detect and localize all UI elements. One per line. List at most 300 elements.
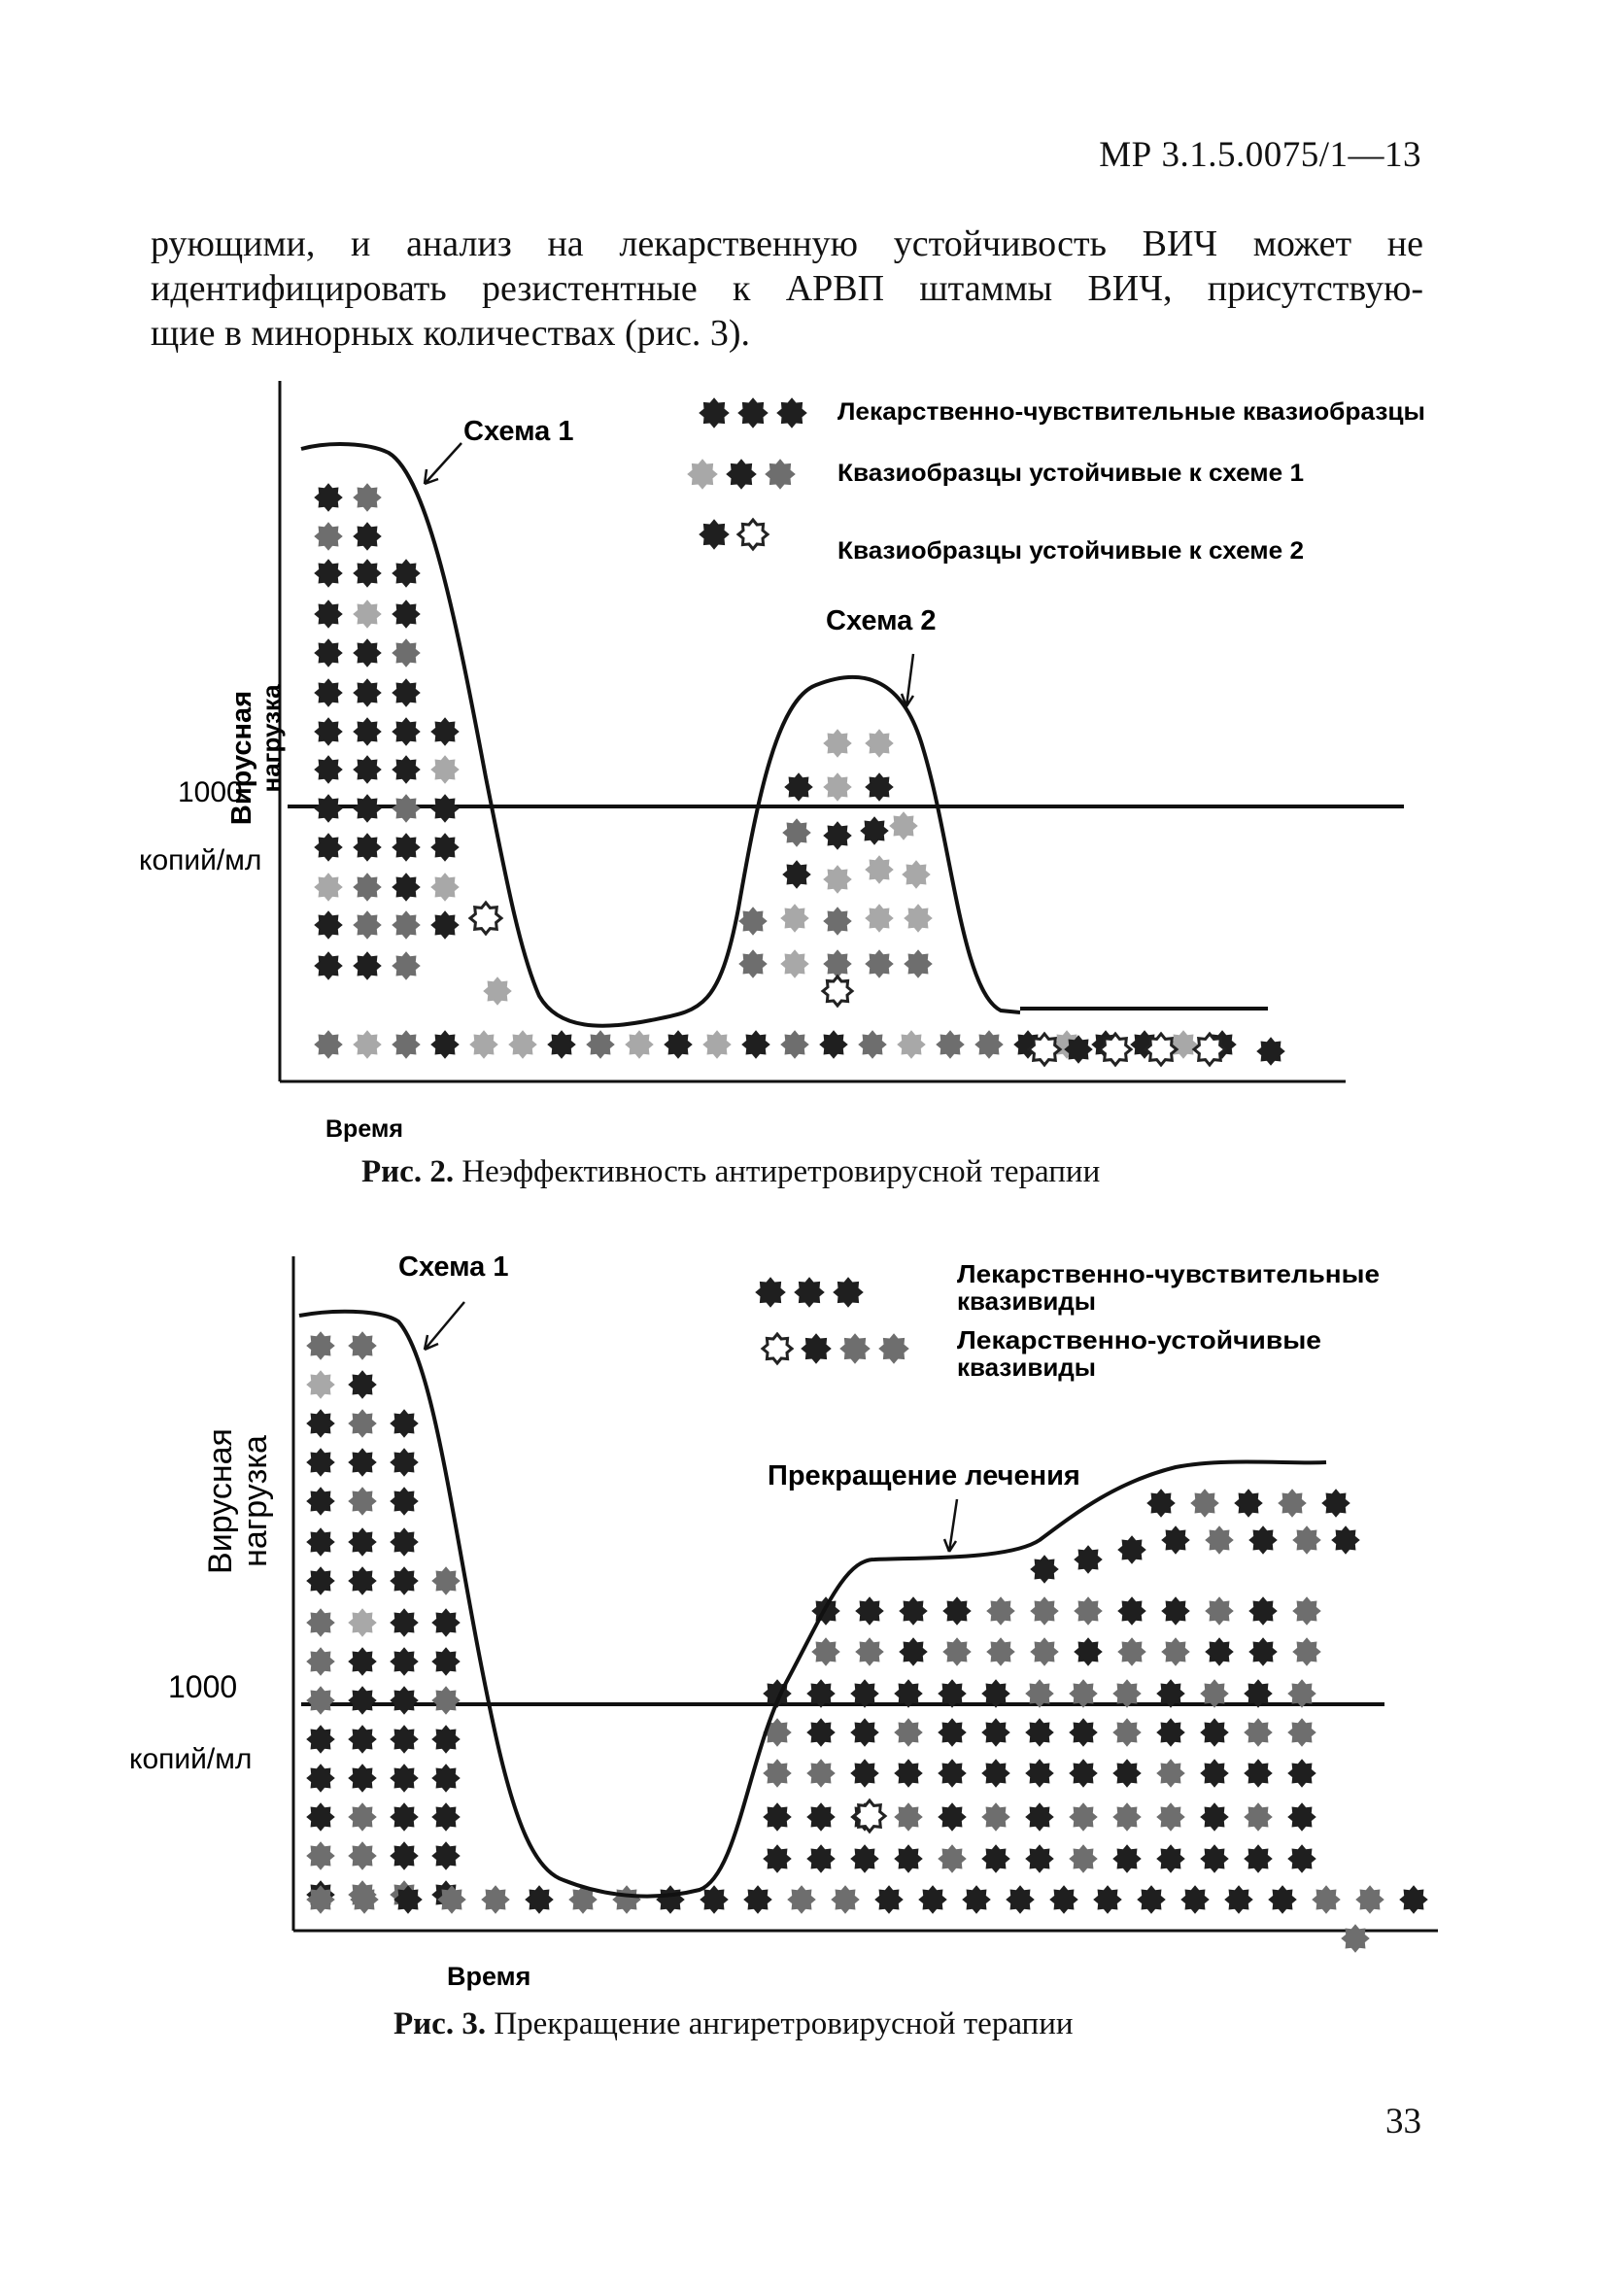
resistant-mid-quasispecies-icon <box>987 1638 1014 1665</box>
sensitive-quasispecies-icon <box>354 834 381 861</box>
threshold-value: 1000 <box>168 1669 238 1704</box>
sensitive-quasispecies-icon <box>1288 1845 1316 1872</box>
resistant-light-quasispecies-icon <box>781 905 808 932</box>
resistant-mid-quasispecies-icon <box>1031 1638 1058 1665</box>
sensitive-quasispecies-icon <box>807 1845 835 1872</box>
sensitive-quasispecies-icon <box>895 1680 922 1707</box>
sensitive-quasispecies-icon <box>349 1449 376 1476</box>
resistant-open-quasispecies-icon <box>1194 1034 1225 1065</box>
sensitive-quasispecies-icon <box>315 756 342 783</box>
resistant-mid-quasispecies-icon <box>1201 1680 1228 1707</box>
resistant-light-quasispecies-icon <box>905 905 932 932</box>
sensitive-quasispecies-icon <box>851 1719 878 1746</box>
resistant-mid-quasispecies-icon <box>349 1842 376 1869</box>
sensitive-quasispecies-icon <box>432 1765 460 1792</box>
sensitive-quasispecies-icon <box>1026 1719 1053 1746</box>
sensitive-quasispecies-icon <box>1157 1845 1184 1872</box>
sensitive-quasispecies-icon <box>354 639 381 667</box>
legend-label-resistant-2: Квазиобразцы устойчивые к схеме 2 <box>837 537 1304 565</box>
resistant-light-quasispecies-icon <box>890 812 917 840</box>
resistant-mid-quasispecies-icon <box>307 1609 334 1636</box>
sensitive-quasispecies-icon <box>315 911 342 939</box>
sensitive-quasispecies-icon <box>1065 1036 1092 1063</box>
sensitive-quasispecies-icon <box>1157 1719 1184 1746</box>
sensitive-quasispecies-icon <box>727 460 756 489</box>
resistant-mid-quasispecies-icon <box>587 1031 614 1058</box>
resistant-mid-quasispecies-icon <box>1118 1638 1145 1665</box>
resistant-mid-quasispecies-icon <box>788 1886 815 1913</box>
legend-label-resistant-line1: Лекарственно-устойчивые <box>957 1325 1321 1354</box>
sensitive-quasispecies-icon <box>391 1803 418 1831</box>
sensitive-quasispecies-icon <box>432 1648 460 1675</box>
scheme-1-label: Схема 1 <box>398 1251 509 1283</box>
sensitive-quasispecies-icon <box>1245 1680 1272 1707</box>
resistant-mid-quasispecies-icon <box>393 952 420 979</box>
resistant-mid-quasispecies-icon <box>1245 1803 1272 1831</box>
resistant-mid-quasispecies-icon <box>987 1597 1014 1625</box>
resistant-light-quasispecies-icon <box>824 730 851 757</box>
resistant-mid-quasispecies-icon <box>1288 1719 1316 1746</box>
resistant-mid-quasispecies-icon <box>393 911 420 939</box>
sensitive-quasispecies-icon <box>1070 1760 1097 1787</box>
sensitive-quasispecies-icon <box>432 1609 460 1636</box>
resistant-mid-quasispecies-icon <box>393 1031 420 1058</box>
sensitive-quasispecies-icon <box>1235 1490 1262 1517</box>
sensitive-quasispecies-icon <box>354 756 381 783</box>
sensitive-quasispecies-icon <box>393 718 420 745</box>
resistant-light-quasispecies-icon <box>354 1031 381 1058</box>
caption-text: Прекращение ангиретровирусной терапии <box>486 2006 1074 2041</box>
sensitive-quasispecies-icon <box>315 484 342 511</box>
sensitive-quasispecies-icon <box>354 560 381 587</box>
sensitive-quasispecies-icon <box>1201 1845 1228 1872</box>
legend-row-resistant <box>763 1334 908 1363</box>
resistant-open-quasispecies-icon <box>854 1800 885 1832</box>
resistant-mid-quasispecies-icon <box>783 819 810 846</box>
sensitive-quasispecies-icon <box>939 1719 966 1746</box>
sensitive-quasispecies-icon <box>349 1567 376 1594</box>
sensitive-quasispecies-icon <box>895 1845 922 1872</box>
sensitive-quasispecies-icon <box>432 1803 460 1831</box>
sensitive-quasispecies-icon <box>856 1597 883 1625</box>
sensitive-quasispecies-icon <box>851 1845 878 1872</box>
sensitive-quasispecies-icon <box>1249 1638 1277 1665</box>
resistant-light-quasispecies-icon <box>349 1609 376 1636</box>
resistant-mid-quasispecies-icon <box>1342 1925 1369 1952</box>
resistant-mid-quasispecies-icon <box>351 1886 378 1913</box>
resistant-mid-quasispecies-icon <box>438 1886 465 1913</box>
y-axis-label-line2: нагрузка <box>237 1435 274 1567</box>
sensitive-quasispecies-icon <box>1118 1597 1145 1625</box>
sensitive-quasispecies-icon <box>354 523 381 550</box>
figure-2 <box>0 369 1606 1166</box>
resistant-mid-quasispecies-icon <box>393 639 420 667</box>
sensitive-quasispecies-icon <box>526 1886 553 1913</box>
paragraph-line: идентифицировать резистентные к АРВП штаммы ВИЧ, присутствую- <box>151 268 1423 309</box>
sensitive-quasispecies-icon <box>982 1760 1009 1787</box>
sensitive-quasispecies-icon <box>939 1760 966 1787</box>
sensitive-quasispecies-icon <box>1245 1845 1272 1872</box>
sensitive-quasispecies-icon <box>861 817 888 844</box>
resistant-mid-quasispecies-icon <box>824 908 851 935</box>
sensitive-quasispecies-icon <box>665 1031 692 1058</box>
scheme-1-arrow <box>425 443 461 484</box>
resistant-light-quasispecies-icon <box>509 1031 536 1058</box>
sensitive-quasispecies-icon <box>1288 1760 1316 1787</box>
page-number: 33 <box>1385 2102 1421 2142</box>
sensitive-quasispecies-icon <box>1075 1546 1102 1573</box>
resistant-mid-quasispecies-icon <box>1206 1597 1233 1625</box>
treatment-stop-arrow <box>944 1499 957 1552</box>
resistant-mid-quasispecies-icon <box>905 950 932 977</box>
sensitive-quasispecies-icon <box>315 560 342 587</box>
sensitive-quasispecies-icon <box>307 1567 334 1594</box>
paragraph-line: щие в минорных количествах (рис. 3). <box>151 313 751 354</box>
sensitive-quasispecies-icon <box>391 1449 418 1476</box>
resistant-mid-quasispecies-icon <box>1191 1490 1218 1517</box>
resistant-mid-quasispecies-icon <box>1157 1760 1184 1787</box>
sensitive-quasispecies-icon <box>756 1278 785 1307</box>
sensitive-quasispecies-icon <box>919 1886 946 1913</box>
resistant-light-quasispecies-icon <box>470 1031 497 1058</box>
resistant-mid-quasispecies-icon <box>824 950 851 977</box>
sensitive-quasispecies-icon <box>807 1803 835 1831</box>
sensitive-quasispecies-icon <box>315 639 342 667</box>
resistant-mid-quasispecies-icon <box>807 1760 835 1787</box>
resistant-mid-quasispecies-icon <box>895 1803 922 1831</box>
resistant-mid-quasispecies-icon <box>975 1031 1003 1058</box>
sensitive-quasispecies-icon <box>393 679 420 706</box>
resistant-light-quasispecies-icon <box>866 856 893 883</box>
resistant-mid-quasispecies-icon <box>832 1886 859 1913</box>
resistant-mid-quasispecies-icon <box>1113 1719 1141 1746</box>
sensitive-quasispecies-icon <box>1026 1760 1053 1787</box>
legend-row-sensitive <box>756 1278 863 1307</box>
sensitive-quasispecies-icon <box>315 952 342 979</box>
resistant-light-quasispecies-icon <box>824 773 851 801</box>
resistant-mid-quasispecies-icon <box>982 1803 1009 1831</box>
sensitive-quasispecies-icon <box>1075 1638 1102 1665</box>
sensitive-quasispecies-icon <box>939 1803 966 1831</box>
resistant-mid-quasispecies-icon <box>781 1031 808 1058</box>
resistant-open-quasispecies-icon <box>1029 1034 1060 1065</box>
sensitive-quasispecies-icon <box>1113 1760 1141 1787</box>
y-axis-label-line1: Вирусная <box>202 1428 239 1574</box>
sensitive-quasispecies-icon <box>1162 1526 1189 1554</box>
sensitive-quasispecies-icon <box>700 398 729 428</box>
sensitive-quasispecies-icon <box>1332 1526 1359 1554</box>
sensitive-quasispecies-icon <box>307 1528 334 1556</box>
sensitive-quasispecies-icon <box>783 861 810 888</box>
caption-text: Неэффективность антиретровирусной терапии <box>454 1154 1101 1189</box>
legend-label-sensitive-line2: квазивиды <box>957 1286 1097 1316</box>
figure-3 <box>0 1249 1606 2006</box>
legend-label-resistant-1: Квазиобразцы устойчивые к схеме 1 <box>837 460 1305 487</box>
sensitive-quasispecies-icon <box>1181 1886 1209 1913</box>
resistant-mid-quasispecies-icon <box>764 1760 791 1787</box>
resistant-light-quasispecies-icon <box>781 950 808 977</box>
resistant-mid-quasispecies-icon <box>1113 1680 1141 1707</box>
resistant-mid-quasispecies-icon <box>1031 1597 1058 1625</box>
legend-row-resistant-2 <box>700 520 768 549</box>
sensitive-quasispecies-icon <box>742 1031 769 1058</box>
scheme-1-arrow <box>425 1302 464 1350</box>
threshold-unit: копий/мл <box>129 1743 253 1775</box>
sensitive-quasispecies-icon <box>391 1609 418 1636</box>
sensitive-quasispecies-icon <box>354 952 381 979</box>
sensitive-quasispecies-icon <box>982 1845 1009 1872</box>
resistant-mid-quasispecies-icon <box>1026 1680 1053 1707</box>
sensitive-quasispecies-icon <box>391 1648 418 1675</box>
resistant-mid-quasispecies-icon <box>939 1845 966 1872</box>
sensitive-quasispecies-icon <box>315 600 342 628</box>
sensitive-quasispecies-icon <box>1322 1490 1350 1517</box>
resistant-mid-quasispecies-icon <box>856 1638 883 1665</box>
resistant-mid-quasispecies-icon <box>1313 1886 1340 1913</box>
resistant-mid-quasispecies-icon <box>1293 1638 1320 1665</box>
sensitive-quasispecies-icon <box>431 834 459 861</box>
sensitive-quasispecies-icon <box>1026 1803 1053 1831</box>
resistant-light-quasispecies-icon <box>307 1371 334 1398</box>
resistant-mid-quasispecies-icon <box>354 484 381 511</box>
resistant-mid-quasispecies-icon <box>1288 1680 1316 1707</box>
sensitive-quasispecies-icon <box>548 1031 575 1058</box>
sensitive-quasispecies-icon <box>349 1726 376 1753</box>
figure-2-diagram <box>0 369 1606 1166</box>
sensitive-quasispecies-icon <box>349 1765 376 1792</box>
figure-3-caption <box>393 2006 1074 2042</box>
figure-2-caption <box>361 1154 1100 1190</box>
sensitive-quasispecies-icon <box>393 600 420 628</box>
sensitive-quasispecies-icon <box>393 874 420 901</box>
threshold-value: 1000 <box>178 776 243 808</box>
resistant-mid-quasispecies-icon <box>307 1687 334 1714</box>
sensitive-quasispecies-icon <box>900 1597 927 1625</box>
sensitive-quasispecies-icon <box>394 1886 422 1913</box>
sensitive-quasispecies-icon <box>939 1680 966 1707</box>
sensitive-quasispecies-icon <box>943 1597 971 1625</box>
sensitive-quasispecies-icon <box>431 911 459 939</box>
resistant-light-quasispecies-icon <box>898 1031 925 1058</box>
resistant-open-quasispecies-icon <box>1145 1034 1177 1065</box>
resistant-mid-quasispecies-icon <box>349 1488 376 1515</box>
sensitive-quasispecies-icon <box>764 1803 791 1831</box>
resistant-mid-quasispecies-icon <box>1070 1803 1097 1831</box>
resistant-light-quasispecies-icon <box>431 756 459 783</box>
treatment-stop-label: Прекращение лечения <box>768 1460 1080 1491</box>
sensitive-quasispecies-icon <box>1026 1845 1053 1872</box>
sensitive-quasispecies-icon <box>820 1031 847 1058</box>
resistant-light-quasispecies-icon <box>688 460 717 489</box>
sensitive-quasispecies-icon <box>354 718 381 745</box>
resistant-mid-quasispecies-icon <box>1356 1886 1384 1913</box>
sensitive-quasispecies-icon <box>349 1528 376 1556</box>
sensitive-quasispecies-icon <box>700 1886 728 1913</box>
resistant-mid-quasispecies-icon <box>937 1031 964 1058</box>
resistant-light-quasispecies-icon <box>866 905 893 932</box>
sensitive-quasispecies-icon <box>1070 1719 1097 1746</box>
sensitive-quasispecies-icon <box>391 1410 418 1437</box>
virus-quasispecies-dots <box>315 484 1284 1065</box>
sensitive-quasispecies-icon <box>807 1680 835 1707</box>
sensitive-quasispecies-icon <box>431 1031 459 1058</box>
resistant-open-quasispecies-icon <box>738 520 768 549</box>
resistant-mid-quasispecies-icon <box>354 911 381 939</box>
sensitive-quasispecies-icon <box>657 1886 684 1913</box>
resistant-mid-quasispecies-icon <box>1279 1490 1306 1517</box>
sensitive-quasispecies-icon <box>1225 1886 1252 1913</box>
resistant-mid-quasispecies-icon <box>1070 1845 1097 1872</box>
resistant-mid-quasispecies-icon <box>739 908 767 935</box>
y-axis-label-line2: нагрузка <box>256 684 286 793</box>
sensitive-quasispecies-icon <box>307 1449 334 1476</box>
x-axis-label: Время <box>325 1115 403 1143</box>
scheme-1-label: Схема 1 <box>463 416 574 447</box>
resistant-mid-quasispecies-icon <box>1157 1803 1184 1831</box>
resistant-light-quasispecies-icon <box>626 1031 653 1058</box>
resistant-mid-quasispecies-icon <box>307 1842 334 1869</box>
sensitive-quasispecies-icon <box>391 1842 418 1869</box>
body-paragraph <box>151 222 1423 356</box>
sensitive-quasispecies-icon <box>866 773 893 801</box>
sensitive-quasispecies-icon <box>700 520 729 549</box>
sensitive-quasispecies-icon <box>393 834 420 861</box>
legend-row-resistant-1 <box>688 460 795 489</box>
resistant-light-quasispecies-icon <box>903 861 930 888</box>
resistant-mid-quasispecies-icon <box>307 1886 334 1913</box>
resistant-mid-quasispecies-icon <box>1113 1803 1141 1831</box>
resistant-light-quasispecies-icon <box>866 730 893 757</box>
resistant-mid-quasispecies-icon <box>1206 1526 1233 1554</box>
sensitive-quasispecies-icon <box>1162 1597 1189 1625</box>
sensitive-quasispecies-icon <box>851 1680 878 1707</box>
sensitive-quasispecies-icon <box>393 756 420 783</box>
sensitive-quasispecies-icon <box>315 718 342 745</box>
resistant-mid-quasispecies-icon <box>613 1886 640 1913</box>
sensitive-quasispecies-icon <box>802 1334 831 1363</box>
sensitive-quasispecies-icon <box>824 822 851 849</box>
sensitive-quasispecies-icon <box>1245 1760 1272 1787</box>
sensitive-quasispecies-icon <box>1201 1719 1228 1746</box>
caption-label: Рис. 2. <box>361 1154 455 1189</box>
resistant-mid-quasispecies-icon <box>432 1687 460 1714</box>
resistant-light-quasispecies-icon <box>484 977 511 1005</box>
resistant-open-quasispecies-icon <box>470 903 501 934</box>
sensitive-quasispecies-icon <box>391 1687 418 1714</box>
sensitive-quasispecies-icon <box>785 773 812 801</box>
sensitive-quasispecies-icon <box>744 1886 771 1913</box>
sensitive-quasispecies-icon <box>900 1638 927 1665</box>
sensitive-quasispecies-icon <box>895 1760 922 1787</box>
sensitive-quasispecies-icon <box>1007 1886 1034 1913</box>
sensitive-quasispecies-icon <box>431 718 459 745</box>
sensitive-quasispecies-icon <box>1113 1845 1141 1872</box>
resistant-light-quasispecies-icon <box>1170 1031 1197 1058</box>
legend <box>756 1259 1380 1382</box>
legend-row-sensitive <box>700 398 806 428</box>
sensitive-quasispecies-icon <box>851 1760 878 1787</box>
sensitive-quasispecies-icon <box>807 1719 835 1746</box>
resistant-mid-quasispecies-icon <box>766 460 795 489</box>
sensitive-quasispecies-icon <box>315 795 342 822</box>
sensitive-quasispecies-icon <box>315 679 342 706</box>
sensitive-quasispecies-icon <box>1118 1536 1145 1563</box>
sensitive-quasispecies-icon <box>349 1371 376 1398</box>
resistant-mid-quasispecies-icon <box>315 523 342 550</box>
sensitive-quasispecies-icon <box>432 1726 460 1753</box>
sensitive-quasispecies-icon <box>777 398 806 428</box>
resistant-mid-quasispecies-icon <box>315 1031 342 1058</box>
sensitive-quasispecies-icon <box>875 1886 903 1913</box>
sensitive-quasispecies-icon <box>431 795 459 822</box>
sensitive-quasispecies-icon <box>1147 1490 1175 1517</box>
sensitive-quasispecies-icon <box>391 1765 418 1792</box>
sensitive-quasispecies-icon <box>391 1488 418 1515</box>
resistant-mid-quasispecies-icon <box>307 1648 334 1675</box>
resistant-mid-quasispecies-icon <box>1162 1638 1189 1665</box>
scheme-2-label: Схема 2 <box>826 605 937 636</box>
resistant-mid-quasispecies-icon <box>866 950 893 977</box>
sensitive-quasispecies-icon <box>432 1842 460 1869</box>
resistant-light-quasispecies-icon <box>824 866 851 893</box>
legend-label-sensitive: Лекарственно-чувствительные квазиобразцы <box>837 398 1425 426</box>
sensitive-quasispecies-icon <box>795 1278 824 1307</box>
sensitive-quasispecies-icon <box>354 795 381 822</box>
sensitive-quasispecies-icon <box>982 1680 1009 1707</box>
resistant-light-quasispecies-icon <box>354 600 381 628</box>
resistant-mid-quasispecies-icon <box>943 1638 971 1665</box>
resistant-mid-quasispecies-icon <box>840 1334 870 1363</box>
sensitive-quasispecies-icon <box>1094 1886 1121 1913</box>
resistant-mid-quasispecies-icon <box>482 1886 509 1913</box>
resistant-mid-quasispecies-icon <box>1075 1597 1102 1625</box>
sensitive-quasispecies-icon <box>307 1410 334 1437</box>
sensitive-quasispecies-icon <box>1257 1038 1284 1065</box>
sensitive-quasispecies-icon <box>1138 1886 1165 1913</box>
resistant-mid-quasispecies-icon <box>1293 1597 1320 1625</box>
resistant-mid-quasispecies-icon <box>432 1567 460 1594</box>
sensitive-quasispecies-icon <box>307 1726 334 1753</box>
sensitive-quasispecies-icon <box>1201 1760 1228 1787</box>
sensitive-quasispecies-icon <box>1031 1556 1058 1583</box>
sensitive-quasispecies-icon <box>349 1648 376 1675</box>
resistant-mid-quasispecies-icon <box>879 1334 908 1363</box>
caption-label: Рис. 3. <box>393 2006 487 2041</box>
threshold-unit: копий/мл <box>139 844 262 876</box>
resistant-mid-quasispecies-icon <box>859 1031 886 1058</box>
sensitive-quasispecies-icon <box>307 1765 334 1792</box>
paragraph-line: рующими, и анализ на лекарственную устойчивость ВИЧ может не <box>151 223 1423 264</box>
sensitive-quasispecies-icon <box>1269 1886 1296 1913</box>
document-code-header: МР 3.1.5.0075/1—13 <box>1099 135 1421 175</box>
sensitive-quasispecies-icon <box>391 1567 418 1594</box>
resistant-mid-quasispecies-icon <box>307 1332 334 1359</box>
legend-label-sensitive-line1: Лекарственно-чувствительные <box>957 1259 1380 1288</box>
sensitive-quasispecies-icon <box>307 1803 334 1831</box>
sensitive-quasispecies-icon <box>1249 1597 1277 1625</box>
sensitive-quasispecies-icon <box>1400 1886 1427 1913</box>
legend <box>688 398 1425 565</box>
sensitive-quasispecies-icon <box>315 834 342 861</box>
resistant-mid-quasispecies-icon <box>1293 1526 1320 1554</box>
sensitive-quasispecies-icon <box>354 679 381 706</box>
x-axis-label: Время <box>447 1962 531 1991</box>
sensitive-quasispecies-icon <box>393 560 420 587</box>
legend-label-resistant-line2: квазивиды <box>957 1353 1097 1382</box>
resistant-mid-quasispecies-icon <box>895 1719 922 1746</box>
resistant-mid-quasispecies-icon <box>349 1410 376 1437</box>
sensitive-quasispecies-icon <box>1050 1886 1077 1913</box>
